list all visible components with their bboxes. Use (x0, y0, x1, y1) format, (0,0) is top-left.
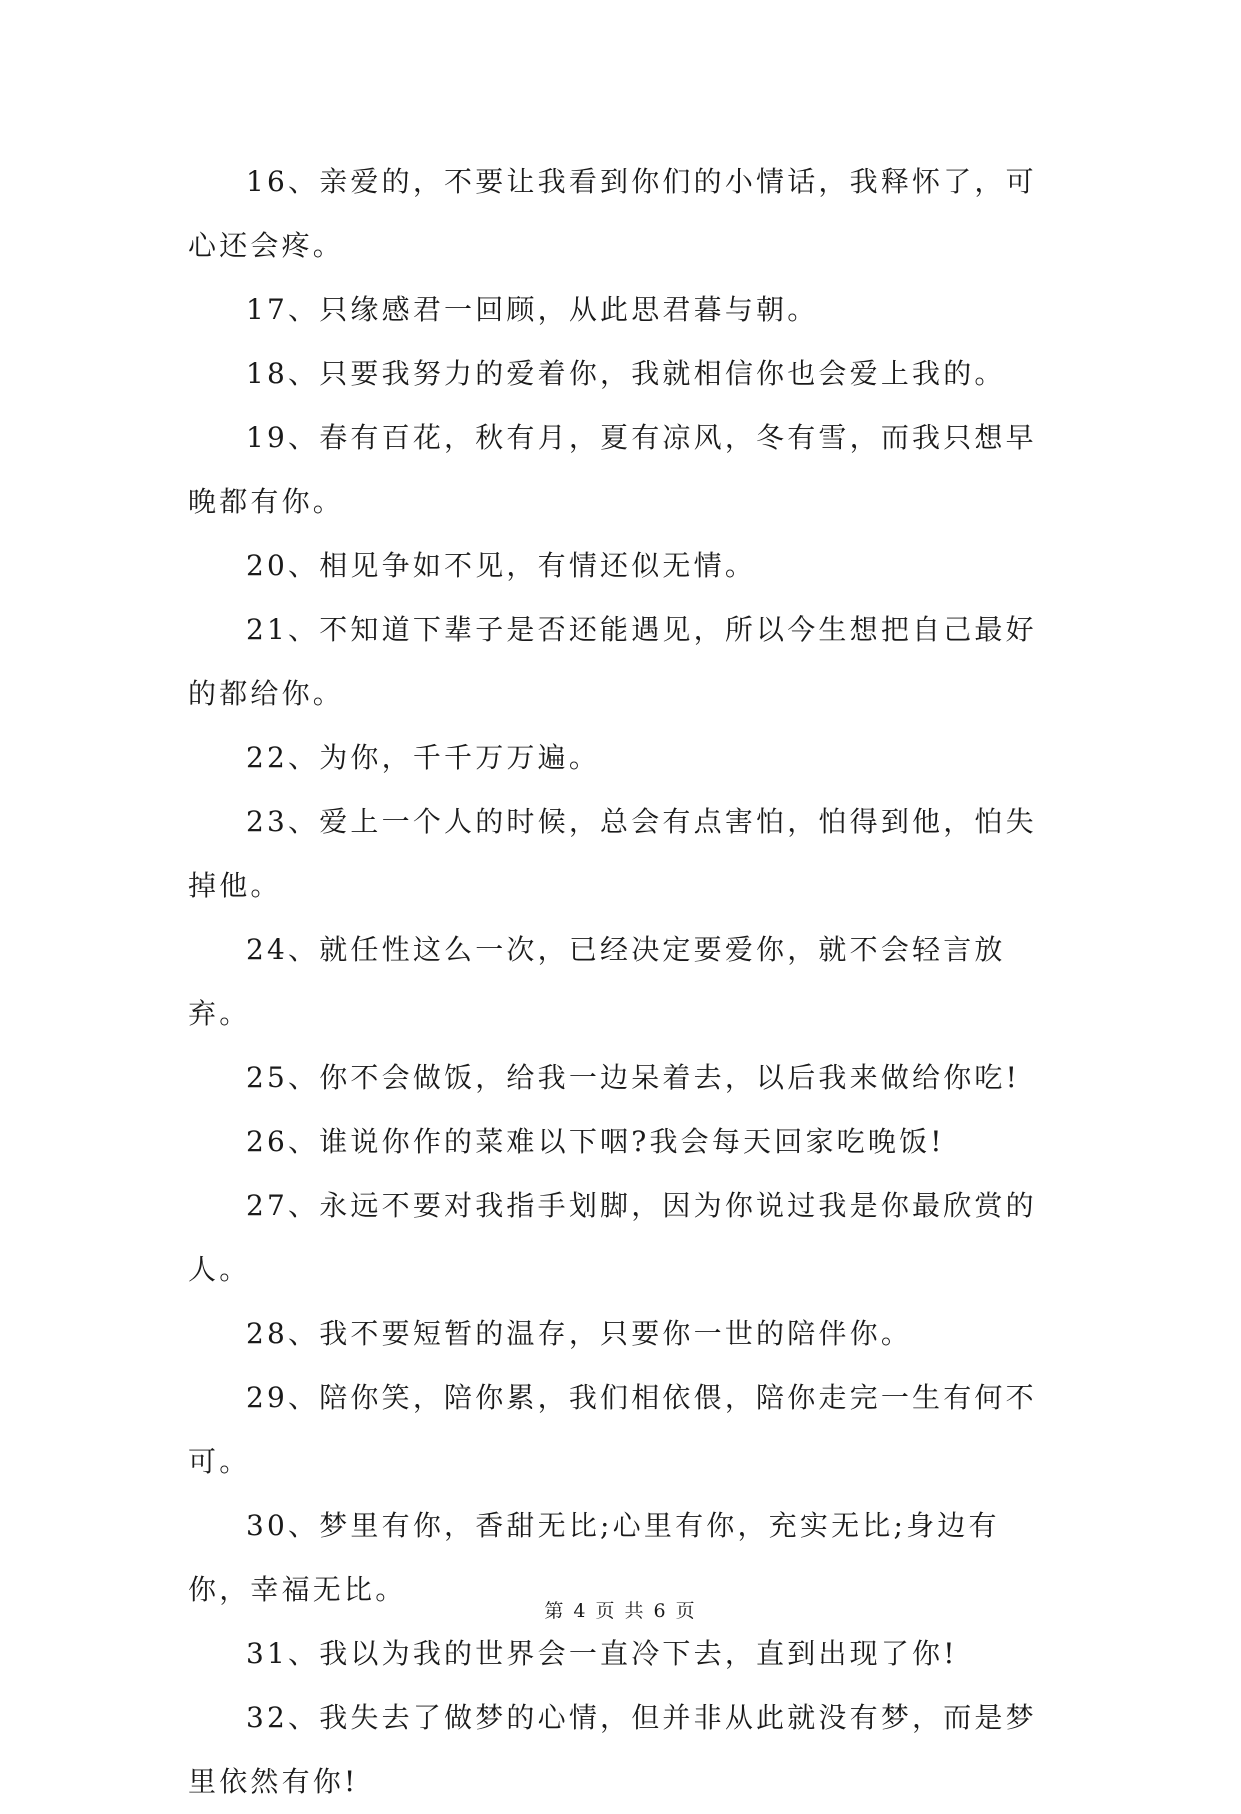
paragraph-26: 26、谁说你作的菜难以下咽?我会每天回家吃晚饭! (246, 1125, 945, 1158)
paragraph-30: 30、梦里有你，香甜无比;心里有你，充实无比;身边有你，幸福无比。 (188, 1509, 1000, 1606)
paragraph-31: 31、我以为我的世界会一直冷下去，直到出现了你! (246, 1637, 958, 1670)
paragraph-27: 27、永远不要对我指手划脚，因为你说过我是你最欣赏的人。 (188, 1189, 1037, 1286)
paragraph-32: 32、我失去了做梦的心情，但并非从此就没有梦，而是梦里依然有你! (188, 1701, 1037, 1798)
paragraph-18: 18、只要我努力的爱着你，我就相信你也会爱上我的。 (246, 357, 1006, 390)
paragraph-16: 16、亲爱的，不要让我看到你们的小情话，我释怀了，可心还会疼。 (188, 165, 1037, 262)
paragraph-17: 17、只缘感君一回顾，从此思君暮与朝。 (246, 293, 819, 326)
paragraph-22: 22、为你，千千万万遍。 (246, 741, 601, 774)
paragraph-28: 28、我不要短暂的温存，只要你一世的陪伴你。 (246, 1317, 913, 1350)
paragraph-25: 25、你不会做饭，给我一边呆着去，以后我来做给你吃! (246, 1061, 1021, 1094)
paragraph-23: 23、爱上一个人的时候，总会有点害怕，怕得到他，怕失掉他。 (188, 805, 1037, 902)
paragraph-19: 19、春有百花，秋有月，夏有凉风，冬有雪，而我只想早晚都有你。 (188, 421, 1037, 518)
paragraph-24: 24、就任性这么一次，已经决定要爱你，就不会轻言放弃。 (188, 933, 1006, 1030)
paragraph-29: 29、陪你笑，陪你累，我们相依偎，陪你走完一生有何不可。 (188, 1381, 1037, 1478)
paragraph-21: 21、不知道下辈子是否还能遇见，所以今生想把自己最好的都给你。 (188, 613, 1037, 710)
paragraph-20: 20、相见争如不见，有情还似无情。 (246, 549, 757, 582)
document-body (188, 150, 1056, 1814)
page-number-footer: 第 4 页 共 6 页 (544, 1600, 697, 1622)
